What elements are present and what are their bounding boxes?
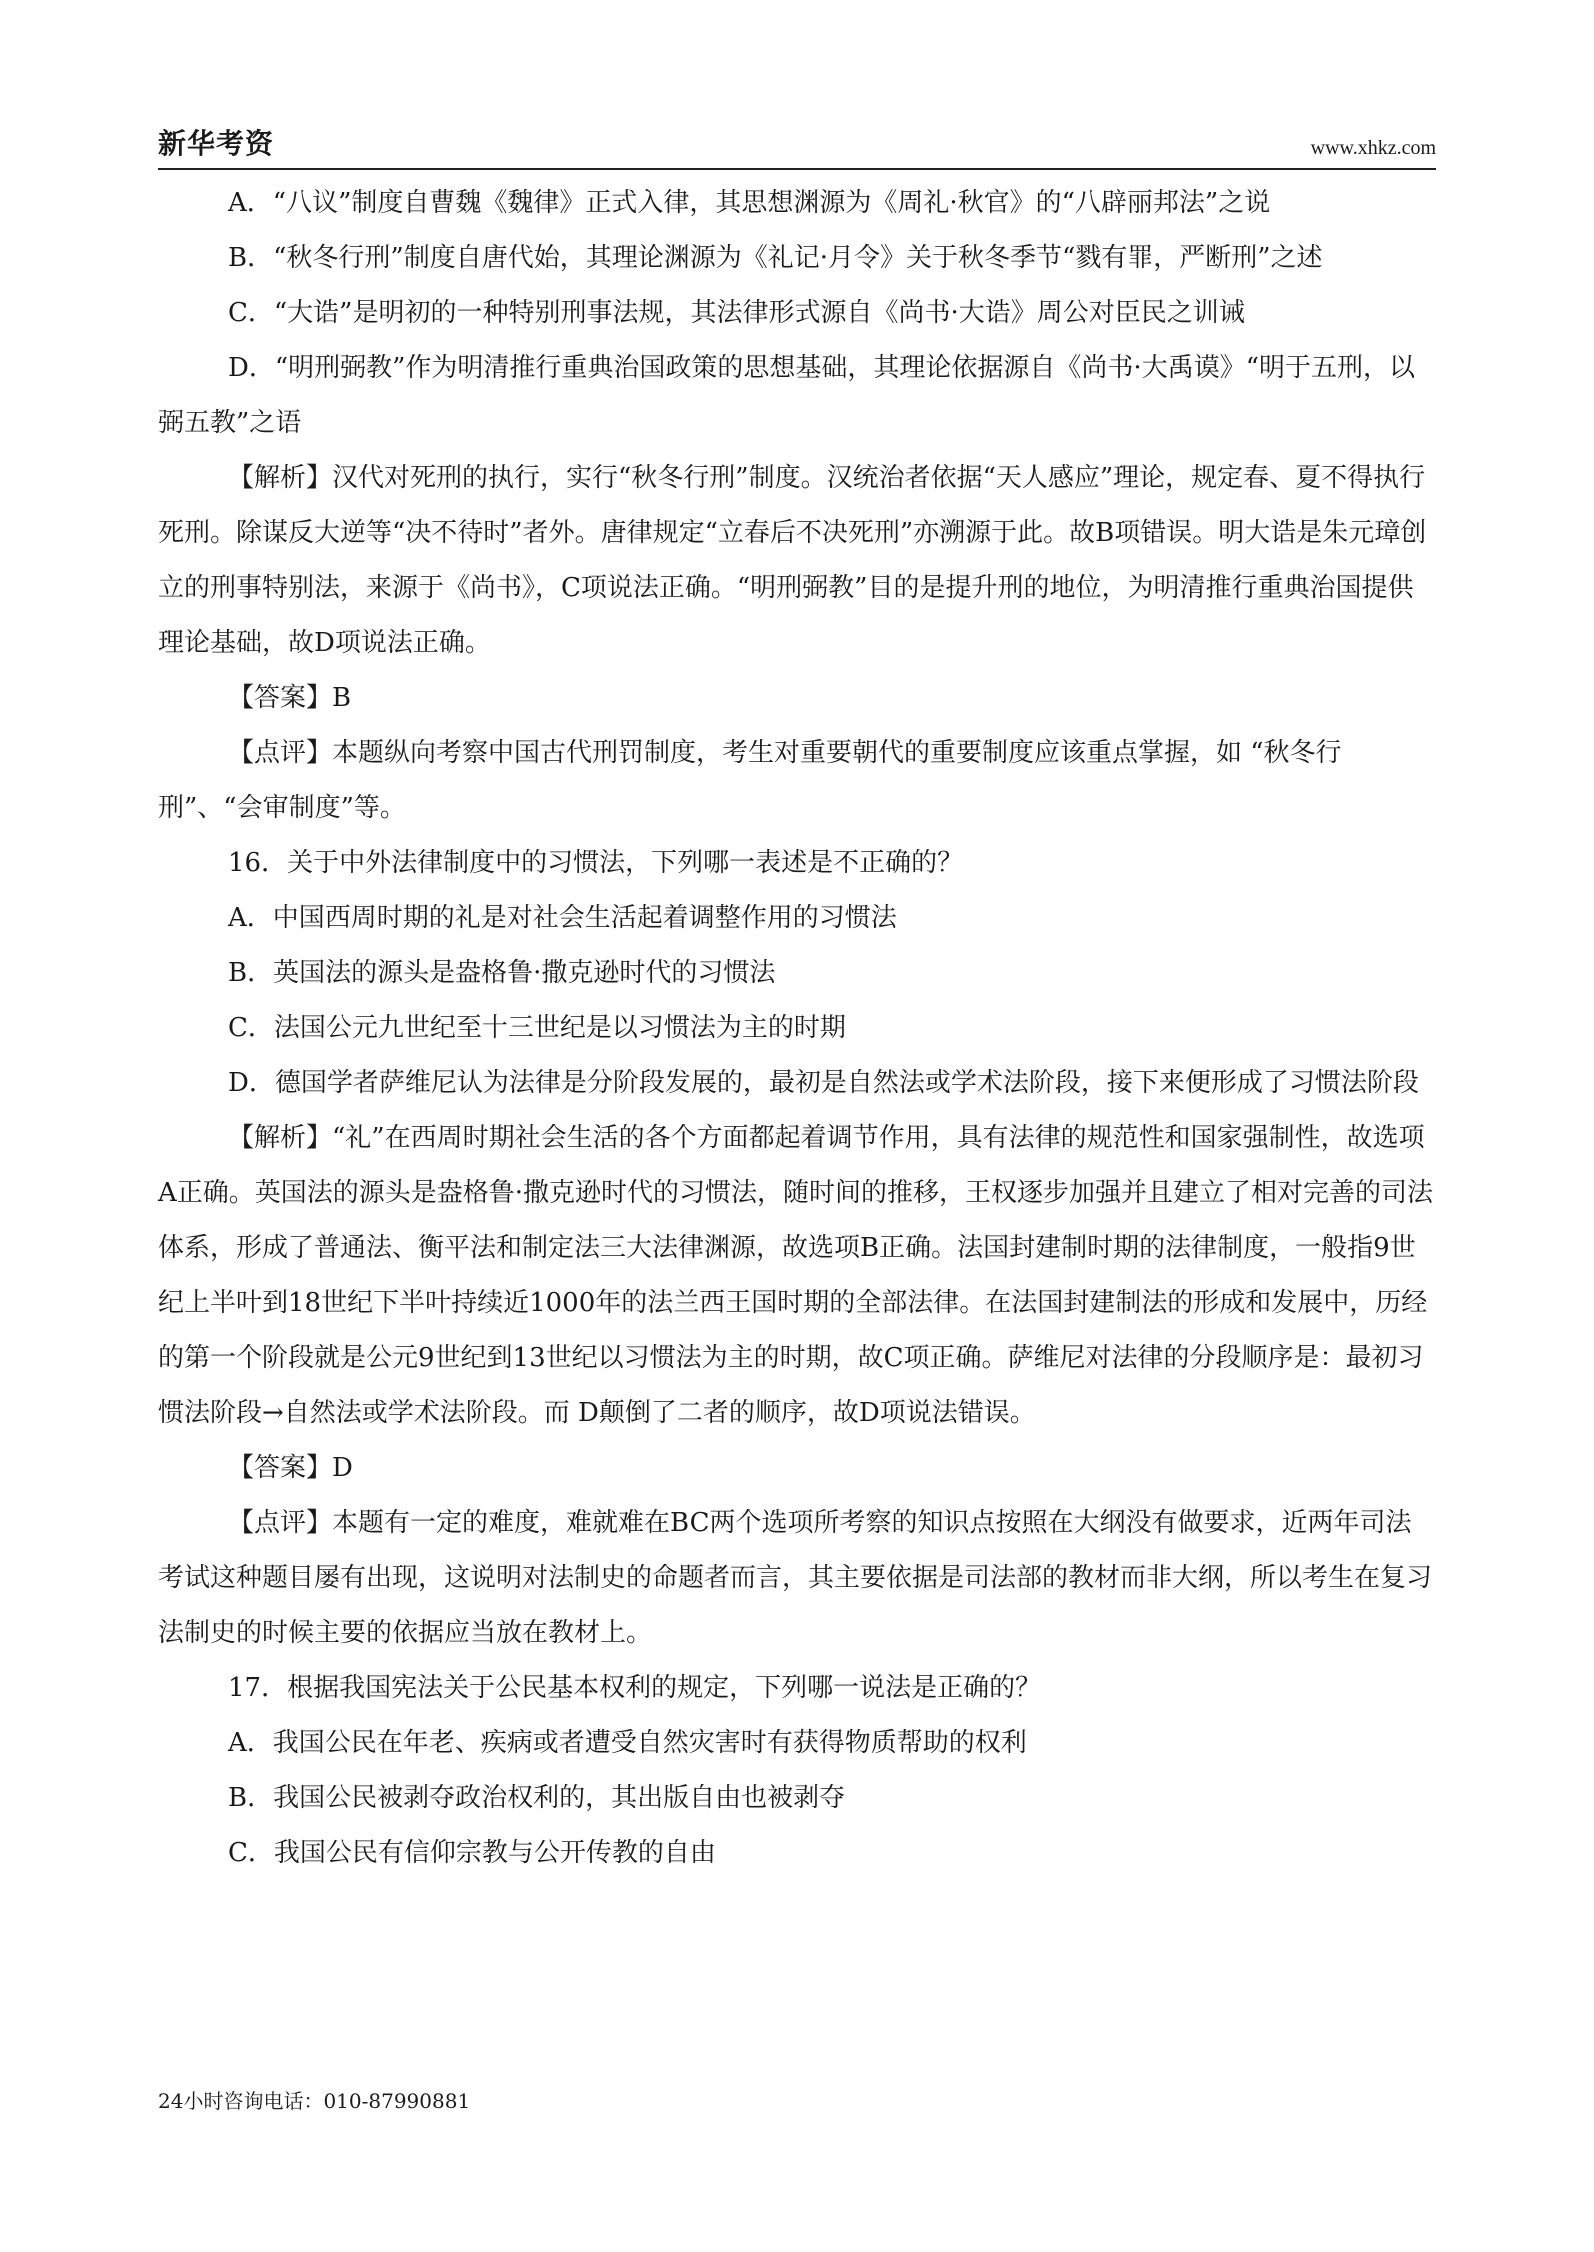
analysis-15: 【解析】汉代对死刑的执行，实行“秋冬行刑”制度。汉统治者依据“天人感应”理论，规定春、夏不得执行死刑。除谋反大逆等“决不待时”者外。唐律规定“立春后不决死刑”亦溯源于此。故B项错误。明大诰是朱元璋创立的刑事特别法，来源于《尚书》，C项说法正确。“明刑弼教”目的是提升刑的地位，为明清推行重典治国提供理论基础，故D项说法正确。 (158, 463, 1427, 658)
analysis-16: 【解析】“礼”在西周时期社会生活的各个方面都起着调节作用，具有法律的规范性和国家强制性，故选项A正确。英国法的源头是盎格鲁·撒克逊时代的习惯法，随时间的推移，王权逐步加强并且建立了相对完善的司法体系，形成了普通法、衡平法和制定法三大法律渊源，故选项B正确。法国封建制时期的法律制度，一般指9世纪上半叶到18世纪下半叶持续近1000年的法兰西王国时期的全部法律。在法国封建制法的形成和发展中，历经的第一个阶段就是公元9世纪到13世纪以习惯法为主的时期，故C项正确。萨维尼对法律的分段顺序是：最初习惯法阶段→自然法或学术法阶段。而 D颠倒了二者的顺序，故D项说法错误。 (158, 1123, 1434, 1428)
option-15a: A．“八议”制度自曹魏《魏律》正式入律，其思想渊源为《周礼·秋官》的“八辟丽邦法”之说 (228, 188, 1271, 218)
option-17a: A．我国公民在年老、疾病或者遭受自然灾害时有获得物质帮助的权利 (228, 1728, 1027, 1758)
hotline-text: 24小时咨询电话：010-87990881 (158, 2089, 471, 2113)
option-16a: A．中国西周时期的礼是对社会生活起着调整作用的习惯法 (228, 903, 897, 933)
website-url: www.xhkz.com (1310, 137, 1436, 159)
page-header (158, 124, 1436, 170)
option-16c: C．法国公元九世纪至十三世纪是以习惯法为主的时期 (228, 1013, 846, 1043)
comment-15: 【点评】本题纵向考察中国古代刑罚制度，考生对重要朝代的重要制度应该重点掌握，如 “秋冬行刑”、“会审制度”等。 (158, 738, 1342, 823)
question-16: 16．关于中外法律制度中的习惯法，下列哪一表述是不正确的？ (228, 848, 964, 878)
option-15b: B．“秋冬行刑”制度自唐代始，其理论渊源为《礼记·月令》关于秋冬季节“戮有罪，严断刑”之述 (228, 243, 1323, 273)
option-17c: C．我国公民有信仰宗教与公开传教的自由 (228, 1838, 716, 1868)
comment-16: 【点评】本题有一定的难度，难就难在BC两个选项所考察的知识点按照在大纲没有做要求，近两年司法考试这种题目屡有出现，这说明对法制史的命题者而言，其主要依据是司法部的教材而非大纲，所以考生在复习法制史的时候主要的依据应当放在教材上。 (158, 1508, 1433, 1648)
document-body (158, 176, 1436, 1881)
option-15c: C．“大诰”是明初的一种特别刑事法规，其法律形式源自《尚书·大诰》周公对臣民之训诫 (228, 298, 1245, 328)
answer-15: 【答案】B (228, 683, 352, 713)
option-16d: D．德国学者萨维尼认为法律是分阶段发展的，最初是自然法或学术法阶段，接下来便形成了习惯法阶段 (228, 1068, 1419, 1098)
page-footer (158, 2085, 470, 2114)
question-17: 17．根据我国宪法关于公民基本权利的规定，下列哪一说法是正确的？ (228, 1673, 1042, 1703)
option-15d: D．“明刑弼教”作为明清推行重典治国政策的思想基础，其理论依据源自《尚书·大禹谟》“明于五刑，以弼五教”之语 (158, 353, 1415, 438)
brand-name: 新华考资 (158, 127, 275, 160)
option-16b: B．英国法的源头是盎格鲁·撒克逊时代的习惯法 (228, 958, 776, 988)
option-17b: B．我国公民被剥夺政治权利的，其出版自由也被剥夺 (228, 1783, 846, 1813)
answer-16: 【答案】D (228, 1453, 353, 1483)
